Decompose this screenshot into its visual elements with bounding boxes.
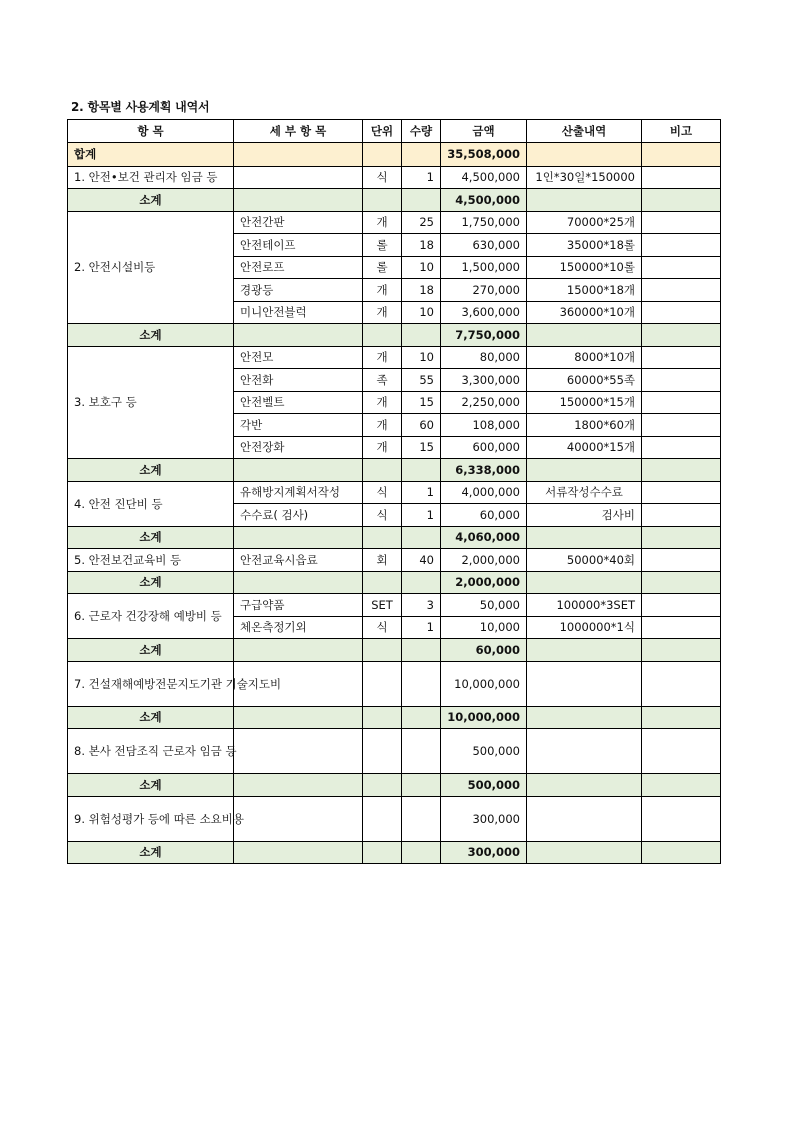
qty-cell: 18 [402, 279, 441, 302]
calc-cell: 1800*60개 [527, 414, 642, 437]
qty-cell [402, 661, 441, 706]
amount-cell: 80,000 [441, 346, 527, 369]
detail-cell: 체온측정기외 [234, 616, 363, 639]
amount-cell: 10,000 [441, 616, 527, 639]
unit-cell [363, 729, 402, 774]
subtotal-amount: 60,000 [441, 639, 527, 662]
detail-cell: 안전벨트 [234, 391, 363, 414]
detail-cell: 유해방지계획서작성 [234, 481, 363, 504]
grand-total-amount: 35,508,000 [441, 142, 527, 166]
subtotal-row [68, 459, 721, 482]
amount-cell: 300,000 [441, 796, 527, 841]
amount-cell: 108,000 [441, 414, 527, 437]
amount-cell: 2,000,000 [441, 549, 527, 572]
subtotal-row [68, 526, 721, 549]
amount-cell: 10,000,000 [441, 661, 527, 706]
amount-cell: 2,250,000 [441, 391, 527, 414]
calc-cell: 1인*30일*150000 [527, 166, 642, 189]
table-row [68, 166, 721, 189]
table-row [68, 661, 721, 706]
unit-cell: 회 [363, 549, 402, 572]
unit-cell [363, 661, 402, 706]
detail-cell: 안전간판 [234, 211, 363, 234]
amount-cell: 3,300,000 [441, 369, 527, 392]
header-note: 비고 [642, 120, 721, 143]
unit-cell: 개 [363, 301, 402, 324]
subtotal-label: 소계 [68, 526, 234, 549]
note-cell [642, 594, 721, 617]
qty-cell [402, 729, 441, 774]
document-title: 2. 항목별 사용계획 내역서 [71, 100, 210, 114]
detail-cell: 미니안전블럭 [234, 301, 363, 324]
section-name: 1. 안전•보건 관리자 임금 등 [68, 166, 234, 189]
calc-cell: 100000*3SET [527, 594, 642, 617]
header-item: 항 목 [68, 120, 234, 143]
table-row [68, 729, 721, 774]
section-name: 5. 안전보건교육비 등 [68, 549, 234, 572]
subtotal-row [68, 774, 721, 797]
detail-cell: 안전장화 [234, 436, 363, 459]
calc-cell: 15000*18개 [527, 279, 642, 302]
note-cell [642, 234, 721, 257]
qty-cell: 1 [402, 481, 441, 504]
calc-cell: 40000*15개 [527, 436, 642, 459]
header-calc: 산출내역 [527, 120, 642, 143]
subtotal-amount: 6,338,000 [441, 459, 527, 482]
section-name: 4. 안전 진단비 등 [68, 481, 234, 526]
unit-cell: 식 [363, 616, 402, 639]
subtotal-row [68, 571, 721, 594]
calc-cell: 검사비 [527, 504, 642, 527]
qty-cell: 15 [402, 436, 441, 459]
unit-cell: 개 [363, 211, 402, 234]
calc-cell: 360000*10개 [527, 301, 642, 324]
qty-cell: 55 [402, 369, 441, 392]
grand-total-row [68, 142, 721, 166]
subtotal-label: 소계 [68, 324, 234, 347]
calc-cell: 60000*55족 [527, 369, 642, 392]
detail-cell: 안전모 [234, 346, 363, 369]
detail-cell [234, 796, 363, 841]
note-cell [642, 661, 721, 706]
subtotal-row [68, 189, 721, 212]
amount-cell: 3,600,000 [441, 301, 527, 324]
section-name: 6. 근로자 건강장해 예방비 등 [68, 594, 234, 639]
unit-cell [363, 796, 402, 841]
calc-cell: 50000*40회 [527, 549, 642, 572]
unit-cell: 식 [363, 504, 402, 527]
qty-cell: 10 [402, 301, 441, 324]
qty-cell: 10 [402, 346, 441, 369]
unit-cell: 롤 [363, 256, 402, 279]
calc-cell: 1000000*1식 [527, 616, 642, 639]
detail-cell: 안전교육시읍료 [234, 549, 363, 572]
qty-cell: 60 [402, 414, 441, 437]
table-row [68, 549, 721, 572]
subtotal-label: 소계 [68, 774, 234, 797]
detail-cell: 안전테이프 [234, 234, 363, 257]
header-detail: 세 부 항 목 [234, 120, 363, 143]
note-cell [642, 549, 721, 572]
note-cell [642, 616, 721, 639]
detail-cell: 구급약품 [234, 594, 363, 617]
amount-cell: 1,500,000 [441, 256, 527, 279]
header-qty: 수량 [402, 120, 441, 143]
note-cell [642, 481, 721, 504]
subtotal-amount: 2,000,000 [441, 571, 527, 594]
header-unit: 단위 [363, 120, 402, 143]
note-cell [642, 796, 721, 841]
section-name: 7. 건설재해예방전문지도기관 기술지도비 [68, 661, 234, 706]
subtotal-label: 소계 [68, 571, 234, 594]
table-row [68, 481, 721, 504]
unit-cell: 식 [363, 481, 402, 504]
budget-plan-table [67, 119, 721, 864]
unit-cell: 개 [363, 414, 402, 437]
header-amount: 금액 [441, 120, 527, 143]
amount-cell: 4,500,000 [441, 166, 527, 189]
section-name: 8. 본사 전담조직 근로자 임금 등 [68, 729, 234, 774]
amount-cell: 1,750,000 [441, 211, 527, 234]
note-cell [642, 211, 721, 234]
detail-cell: 안전화 [234, 369, 363, 392]
amount-cell: 4,000,000 [441, 481, 527, 504]
unit-cell: 족 [363, 369, 402, 392]
note-cell [642, 729, 721, 774]
calc-cell: 150000*15개 [527, 391, 642, 414]
calc-cell: 70000*25개 [527, 211, 642, 234]
subtotal-amount: 500,000 [441, 774, 527, 797]
calc-cell: 8000*10개 [527, 346, 642, 369]
amount-cell: 600,000 [441, 436, 527, 459]
note-cell [642, 279, 721, 302]
qty-cell [402, 796, 441, 841]
unit-cell: 식 [363, 166, 402, 189]
subtotal-row [68, 706, 721, 729]
unit-cell: 개 [363, 391, 402, 414]
qty-cell: 1 [402, 504, 441, 527]
subtotal-amount: 300,000 [441, 841, 527, 864]
calc-cell: 35000*18롤 [527, 234, 642, 257]
amount-cell: 60,000 [441, 504, 527, 527]
table-row [68, 346, 721, 369]
unit-cell: 롤 [363, 234, 402, 257]
qty-cell: 15 [402, 391, 441, 414]
qty-cell: 1 [402, 166, 441, 189]
detail-cell: 안전로프 [234, 256, 363, 279]
subtotal-label: 소계 [68, 459, 234, 482]
subtotal-row [68, 639, 721, 662]
subtotal-label: 소계 [68, 189, 234, 212]
table-row [68, 594, 721, 617]
subtotal-amount: 4,060,000 [441, 526, 527, 549]
detail-cell [234, 729, 363, 774]
calc-cell: 150000*10롤 [527, 256, 642, 279]
calc-cell: 서류작성수수료 [527, 481, 642, 504]
qty-cell: 1 [402, 616, 441, 639]
calc-cell [527, 729, 642, 774]
note-cell [642, 369, 721, 392]
table-row [68, 796, 721, 841]
qty-cell: 40 [402, 549, 441, 572]
grand-total-label: 합계 [68, 142, 234, 166]
unit-cell: 개 [363, 346, 402, 369]
section-name: 3. 보호구 등 [68, 346, 234, 459]
subtotal-amount: 4,500,000 [441, 189, 527, 212]
subtotal-row [68, 841, 721, 864]
note-cell [642, 391, 721, 414]
qty-cell: 25 [402, 211, 441, 234]
amount-cell: 50,000 [441, 594, 527, 617]
subtotal-amount: 7,750,000 [441, 324, 527, 347]
subtotal-amount: 10,000,000 [441, 706, 527, 729]
calc-cell [527, 661, 642, 706]
note-cell [642, 346, 721, 369]
unit-cell: 개 [363, 279, 402, 302]
section-name: 9. 위험성평가 등에 따른 소요비용 [68, 796, 234, 841]
qty-cell: 18 [402, 234, 441, 257]
amount-cell: 630,000 [441, 234, 527, 257]
subtotal-row [68, 324, 721, 347]
subtotal-label: 소계 [68, 841, 234, 864]
subtotal-label: 소계 [68, 639, 234, 662]
detail-cell: 경광등 [234, 279, 363, 302]
amount-cell: 500,000 [441, 729, 527, 774]
table-header-row [68, 120, 721, 143]
table-row [68, 211, 721, 234]
detail-cell: 각반 [234, 414, 363, 437]
detail-cell: 수수료( 검사) [234, 504, 363, 527]
note-cell [642, 166, 721, 189]
subtotal-label: 소계 [68, 706, 234, 729]
note-cell [642, 301, 721, 324]
unit-cell: 개 [363, 436, 402, 459]
note-cell [642, 436, 721, 459]
section-name: 2. 안전시설비등 [68, 211, 234, 324]
unit-cell: SET [363, 594, 402, 617]
note-cell [642, 256, 721, 279]
qty-cell: 3 [402, 594, 441, 617]
amount-cell: 270,000 [441, 279, 527, 302]
note-cell [642, 504, 721, 527]
detail-cell [234, 166, 363, 189]
calc-cell [527, 796, 642, 841]
qty-cell: 10 [402, 256, 441, 279]
note-cell [642, 414, 721, 437]
